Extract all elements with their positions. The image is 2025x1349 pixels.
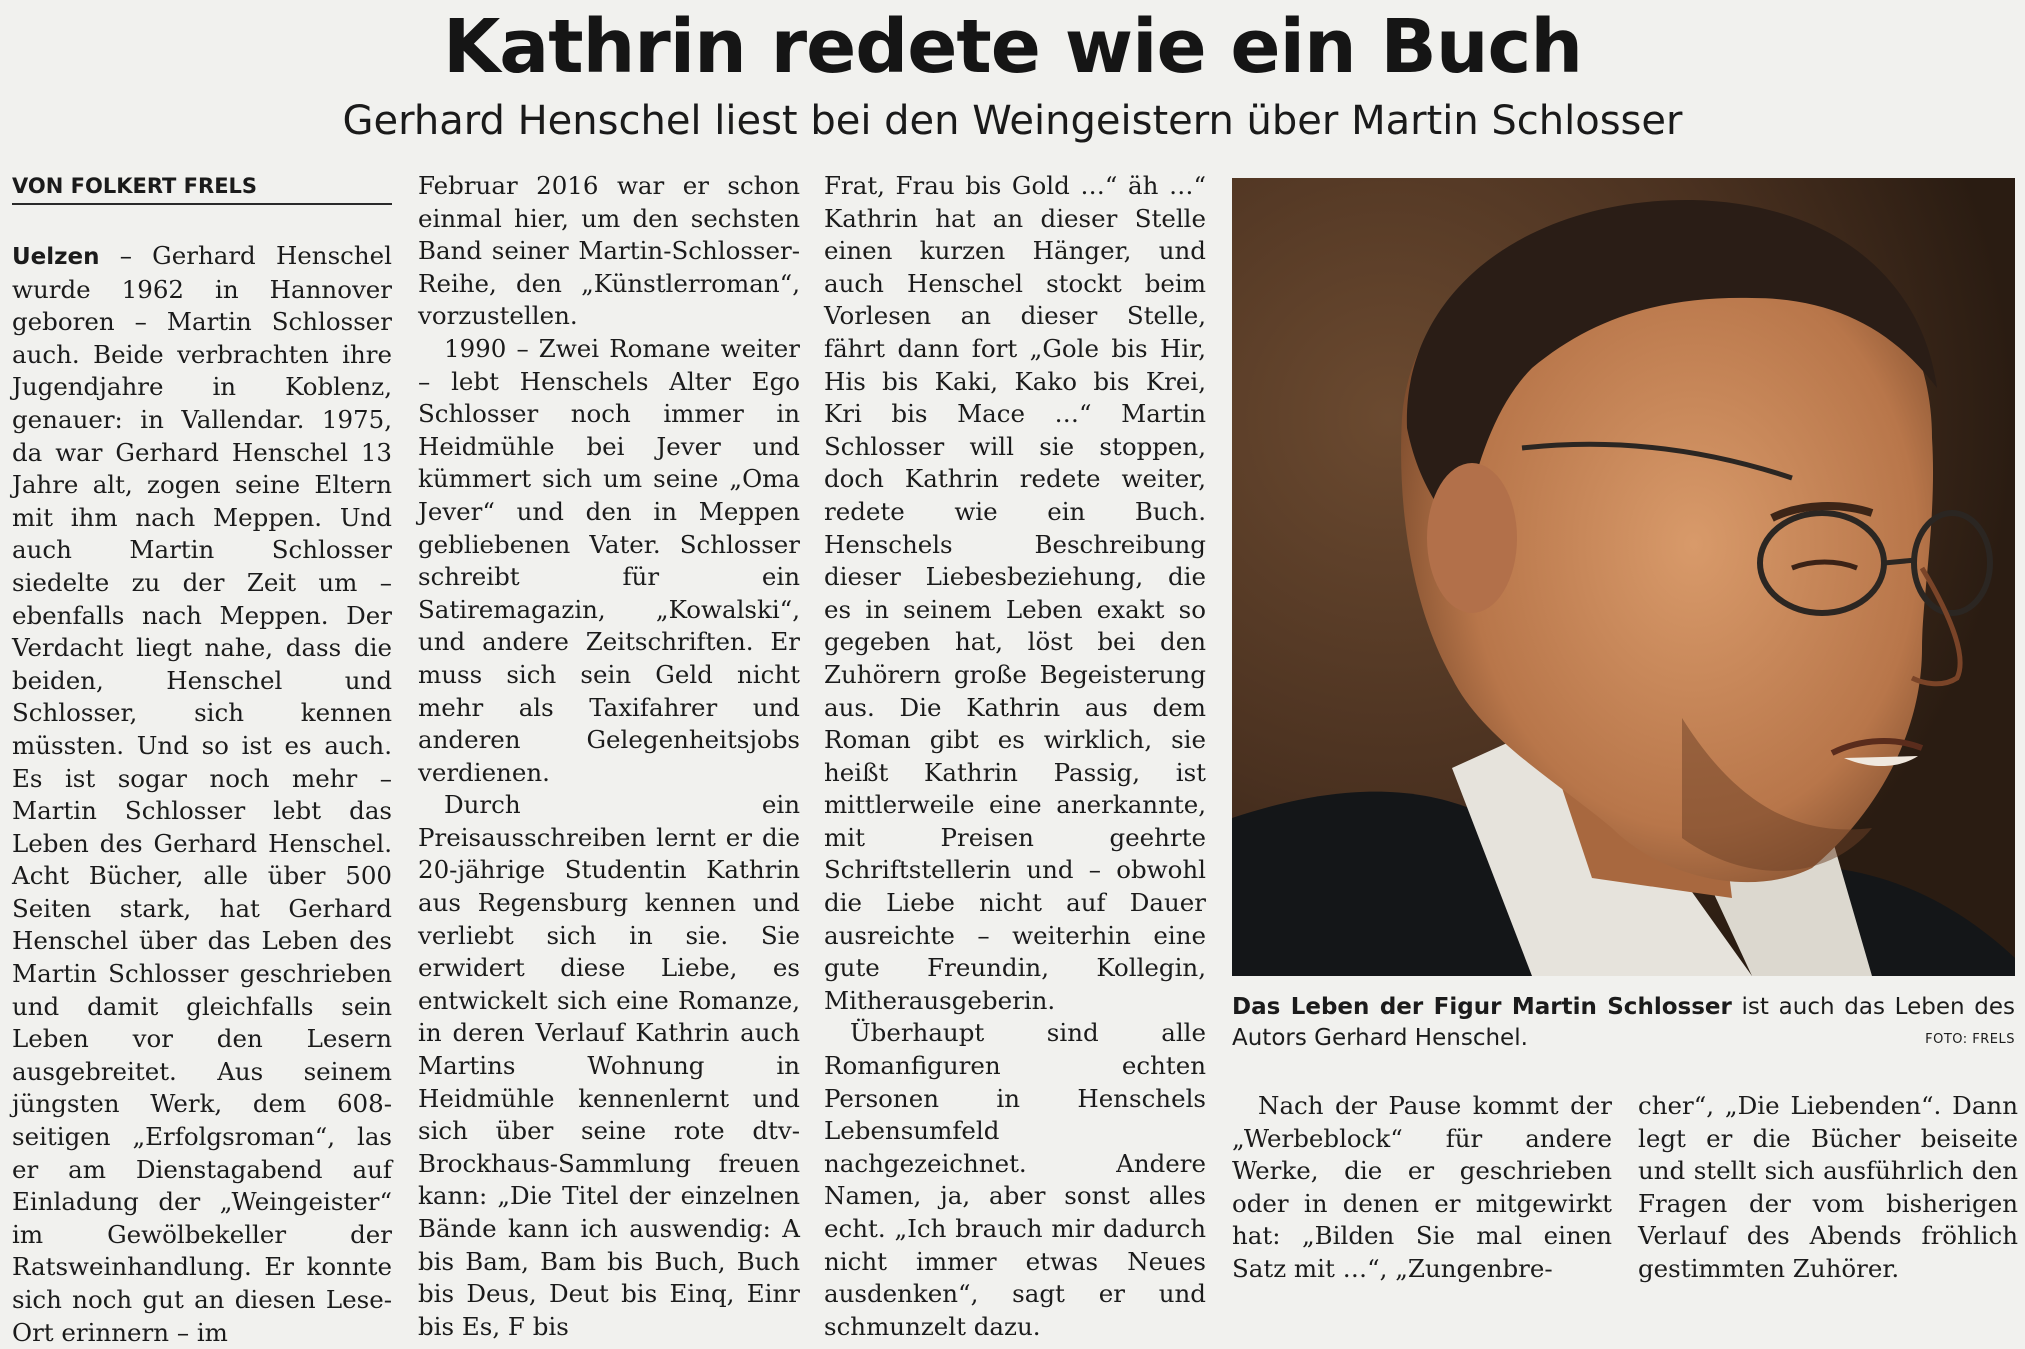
photo-caption [1232,992,2015,1054]
paragraph: 1990 – Zwei Romane weiter – lebt Henschels Alter Ego Schlosser noch immer in Heidmühle bei Jever und kümmert sich um seine „Oma Jever“ und den in Meppen gebliebenen Vater. Schlosser schreibt für ein Satiremagazin, „Kowalski“, und andere Zeitschriften. Er muss sich sein Geld nicht mehr als Taxifahrer und anderen Gelegenheitsjobs verdienen. [418,333,800,787]
paragraph: Februar 2016 war er schon einmal hier, um den sechsten Band seiner Martin-Schlosser-Reihe, den „Künstlerroman“, vorzustellen. [418,171,800,331]
subheadline: Gerhard Henschel liest bei den Weingeistern über Martin Schlosser [342,98,1683,144]
paragraph: Durch ein Preisausschreiben lernt er die 20-jährige Studentin Kathrin aus Regensburg kennen und verliebt sich in sie. Sie erwidert diese Liebe, es entwickelt sich eine Romanze, in deren Verlauf Kathrin auch Martins Wohnung in Heidmühle kennenlernt und sich über seine rote dtv-Brockhaus-Sammlung freuen kann: „Die Titel der einzelnen Bände kann ich auswendig: A bis Bam, Bam bis Buch, Buch bis Deus, Deut bis Einq, Einr bis Es, F bis [418,790,800,1341]
caption-text: ist auch das Leben des Autors Gerhard Henschel. [1232,994,2015,1051]
byline: VON FOLKERT FRELS [12,174,392,205]
paragraph: cher“, „Die Liebenden“. Dann legt er die Bücher beiseite und stellt sich ausführlich den Fragen der vom bisherigen Verlauf des Abends fröhlich gestimmten Zuhörer. [1638,1091,2018,1283]
author-photo [1232,178,2015,976]
paragraph: Nach der Pause kommt der „Werbeblock“ für andere Werke, die er geschrieben oder in denen er mitgewirkt hat: „Bilden Sie mal einen Satz mit …“, „Zungenbre- [1232,1091,1612,1283]
article-column-1 [12,240,392,1347]
article-column-4 [1232,1090,1612,1290]
paragraph: Überhaupt sind alle Romanfiguren echten Personen in Henschels Lebensumfeld nachgezeichnet. Andere Namen, ja, aber sonst alles echt. „Ich brauch mir dadurch nicht immer etwas Neues ausdenken“, sagt er und schmunzelt dazu. [824,1018,1206,1341]
column-1-text: – Gerhard Henschel wurde 1962 in Hannover geboren – Martin Schlosser auch. Beide verbrachten ihre Jugendjahre in Koblenz, genauer: in Vallendar. 1975, da war Gerhard Henschel 13 Jahre alt, zogen seine Eltern mit ihm nach Meppen. Und auch Martin Schlosser siedelte zu der Zeit um – ebenfalls nach Meppen. Der Verdacht liegt nahe, dass die beiden, Henschel und Schlosser, sich kennen müssten. Und so ist es auch. Es ist sogar noch mehr – Martin Schlosser lebt das Leben des Gerhard Henschel. Acht Bücher, alle über 500 Seiten stark, hat Gerhard Henschel über das Leben des Martin Schlosser geschrieben und damit gleichfalls sein Leben vor den Lesern ausgebreitet. Aus seinem jüngsten Werk, dem 608-seitigen „Erfolgsroman“, las er am Dienstagabend auf Einladung der „Weingeister“ im Gewölbekeller der Ratsweinhandlung. Er konnte sich noch gut an diesen Lese-Ort erinnern – im [12,241,392,1347]
paragraph: Frat, Frau bis Gold …“ äh …“ Kathrin hat an dieser Stelle einen kurzen Hänger, und auch Henschel stockt beim Vorlesen an dieser Stelle, fährt dann fort „Gole bis Hir, His bis Kaki, Kako bis Krei, Kri bis Mace …“ Martin Schlosser will sie stoppen, doch Kathrin redete weiter, redete wie ein Buch. Henschels Beschreibung dieser Liebesbeziehung, die es in seinem Leben exakt so gegeben hat, löst bei den Zuhörern große Begeisterung aus. Die Kathrin aus dem Roman gibt es wirklich, sie heißt Kathrin Passig, ist mittlerweile eine anerkannte, mit Preisen geehrte Schriftstellerin und – obwohl die Liebe nicht auf Dauer ausreichte – weiterhin eine gute Freundin, Kollegin, Mitherausgeberin. [824,171,1206,1015]
article-column-5 [1638,1090,2018,1290]
photo-credit: FOTO: FRELS [1925,1032,2015,1047]
caption-lead: Das Leben der Figur Martin Schlosser [1232,994,1732,1020]
article-column-2 [418,170,800,1341]
article-column-3 [824,170,1206,1341]
dateline: Uelzen [12,244,100,270]
headline: Kathrin redete wie ein Buch [442,4,1583,90]
